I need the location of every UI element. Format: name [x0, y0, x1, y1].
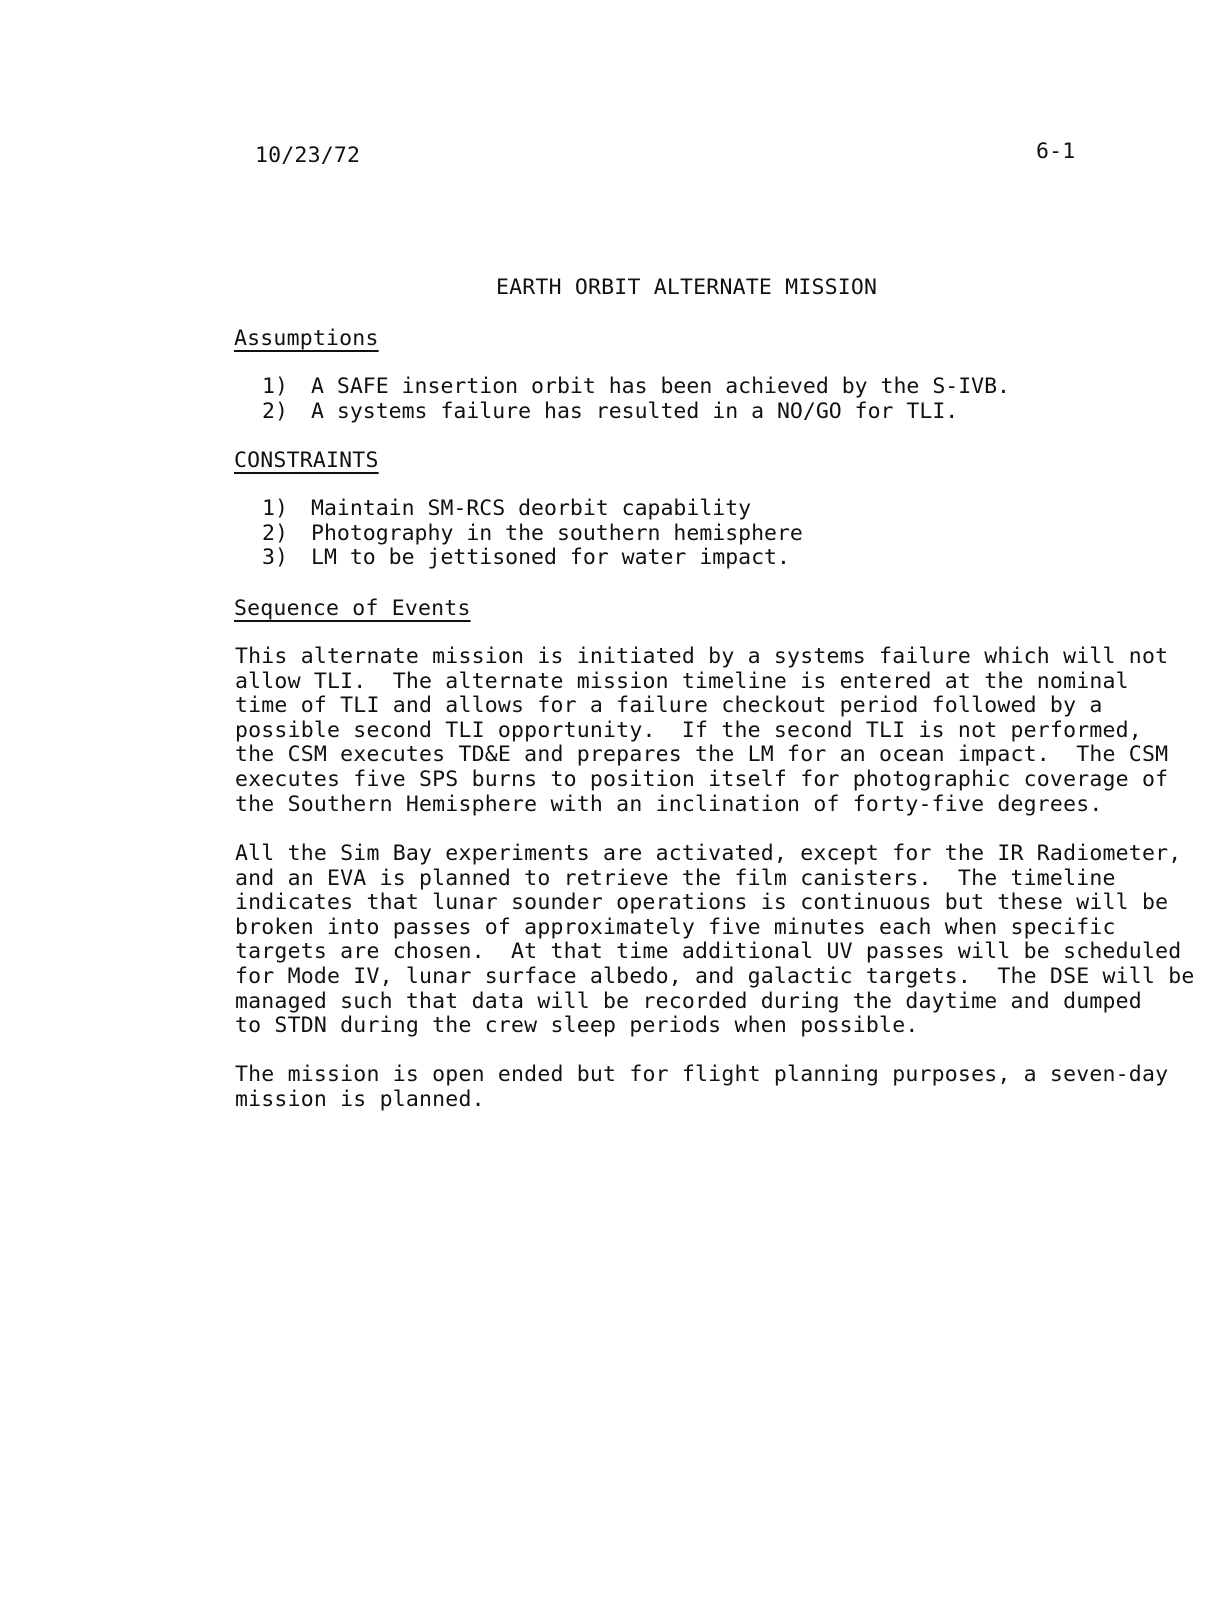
paragraph-line: managed such that data will be recorded during the daytime and dumped	[235, 988, 1142, 1014]
list-item	[262, 400, 1010, 425]
assumptions-list	[262, 375, 1010, 424]
list-item-number: 2)	[262, 398, 288, 424]
paragraph-line: to STDN during the crew sleep periods when possible.	[235, 1013, 919, 1039]
list-item-text: Maintain SM-RCS deorbit capability	[311, 496, 752, 521]
list-item	[262, 546, 803, 571]
list-item	[262, 375, 1010, 400]
list-item	[262, 522, 803, 547]
paragraph-1	[235, 645, 1168, 817]
constraints-list	[262, 497, 803, 571]
paragraph-line: The mission is open ended but for flight planning purposes, a seven-day	[235, 1062, 1169, 1087]
paragraph-line: time of TLI and allows for a failure checkout period followed by a	[235, 693, 1103, 719]
list-item-text: Photography in the southern hemisphere	[311, 520, 803, 546]
paragraph-line: This alternate mission is initiated by a systems failure which will not	[235, 644, 1169, 669]
list-item-text: A SAFE insertion orbit has been achieved by the S-IVB.	[311, 374, 1010, 399]
paragraph-line: targets are chosen. At that time additional UV passes will be scheduled	[235, 939, 1182, 965]
paragraph-line: executes five SPS burns to position itself for photographic coverage of	[235, 766, 1169, 792]
list-item-number: 1)	[262, 496, 288, 521]
list-item-number: 1)	[262, 374, 288, 399]
paragraph-line: for Mode IV, lunar surface albedo, and galactic targets. The DSE will be	[235, 963, 1195, 989]
paragraph-line: possible second TLI opportunity. If the second TLI is not performed,	[235, 717, 1142, 743]
sequence-heading: Sequence of Events	[234, 596, 471, 621]
paragraph-line: and an EVA is planned to retrieve the film canisters. The timeline	[235, 865, 1116, 891]
list-item-text: A systems failure has resulted in a NO/GO for TLI.	[311, 398, 959, 424]
list-item-number: 2)	[262, 520, 288, 546]
paragraph-line: allow TLI. The alternate mission timeline is entered at the nominal	[235, 668, 1129, 694]
paragraph-line: the Southern Hemisphere with an inclination of forty-five degrees.	[235, 791, 1103, 817]
list-item	[262, 497, 803, 522]
assumptions-heading: Assumptions	[234, 326, 379, 351]
paragraph-line: the CSM executes TD&E and prepares the LM for an ocean impact. The CSM	[235, 742, 1169, 768]
page-number: 6-1	[1036, 139, 1076, 164]
page-title: EARTH ORBIT ALTERNATE MISSION	[496, 275, 878, 300]
paragraph-line: All the Sim Bay experiments are activated, except for the IR Radiometer,	[235, 841, 1182, 866]
paragraph-line: mission is planned.	[235, 1086, 485, 1112]
paragraph-line: broken into passes of approximately five minutes each when specific	[235, 914, 1116, 940]
paragraph-line: indicates that lunar sounder operations is continuous but these will be	[235, 890, 1169, 916]
document-date: 10/23/72	[255, 143, 361, 168]
paragraph-3	[235, 1063, 1168, 1112]
list-item-number: 3)	[262, 545, 288, 571]
list-item-text: LM to be jettisoned for water impact.	[311, 545, 790, 571]
constraints-heading: CONSTRAINTS	[234, 448, 379, 473]
paragraph-2	[235, 842, 1195, 1039]
